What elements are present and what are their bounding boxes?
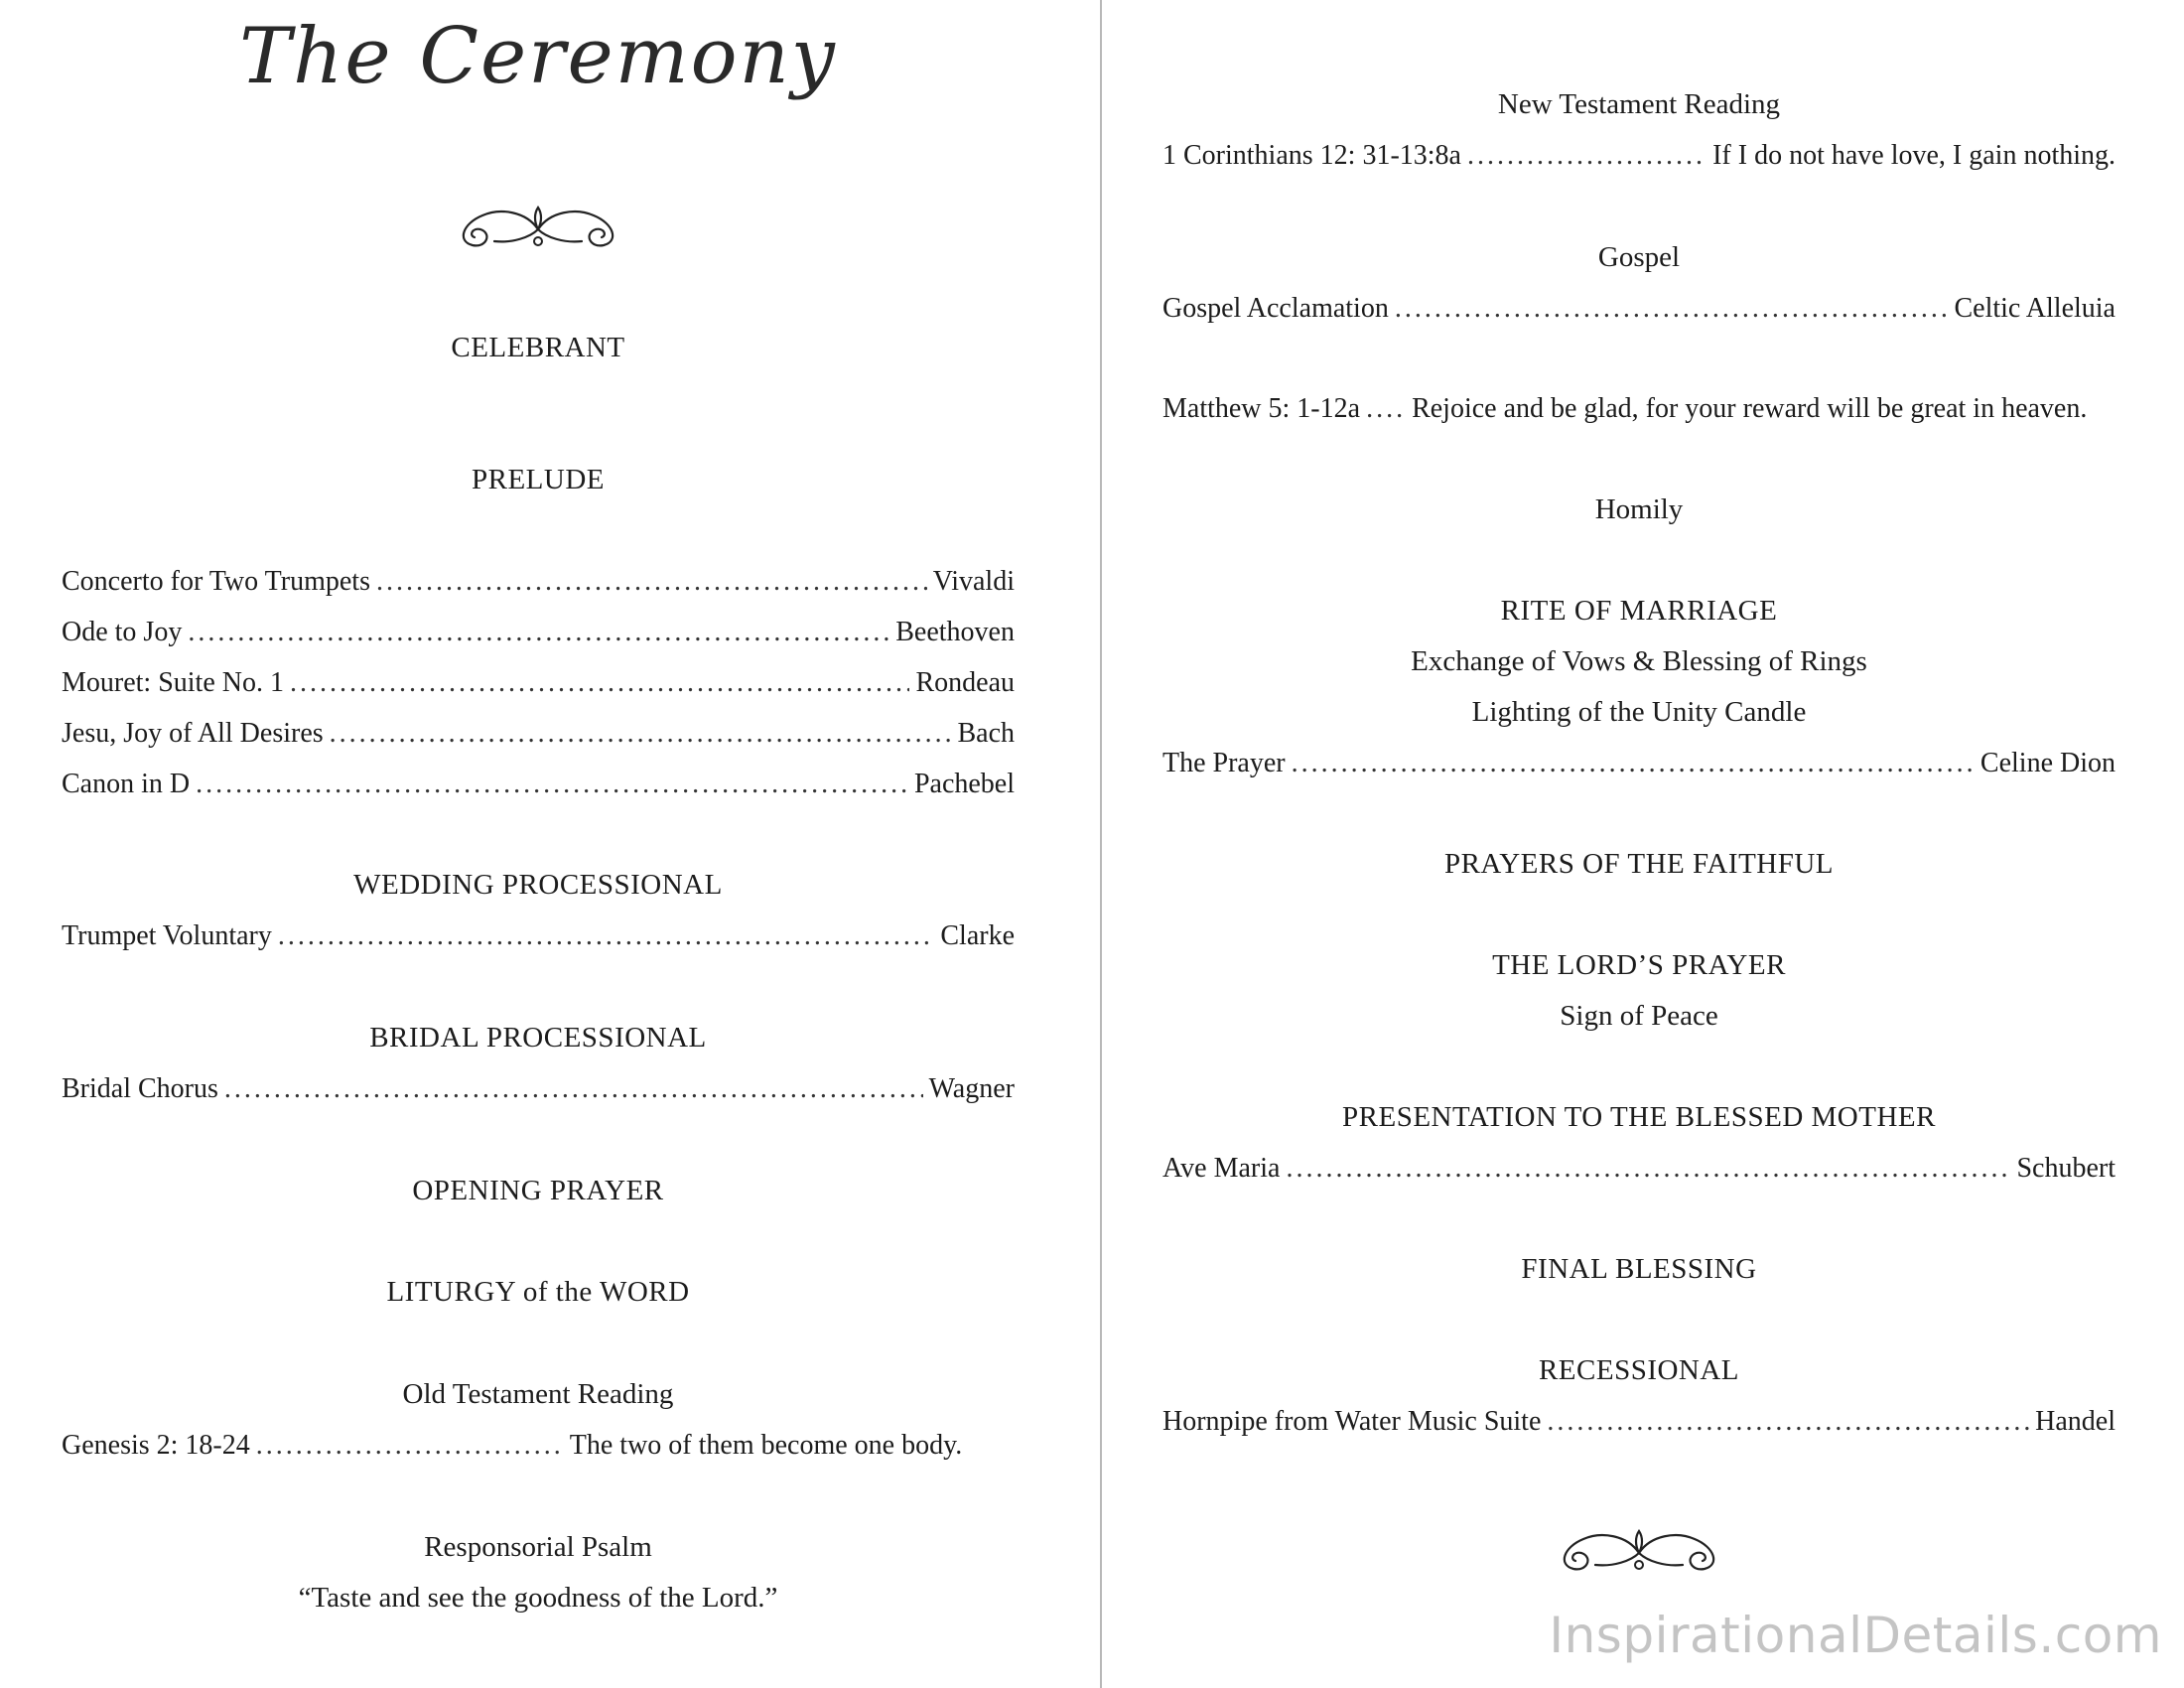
recessional-section bbox=[1162, 1345, 2116, 1447]
dot-leader bbox=[256, 1420, 564, 1471]
opening-prayer-section bbox=[62, 1166, 1015, 1216]
piece-title: Mouret: Suite No. 1 bbox=[62, 667, 284, 698]
prayers-of-faithful-section bbox=[1162, 839, 2116, 890]
dot-leader bbox=[224, 1063, 923, 1114]
final-blessing-heading: FINAL BLESSING bbox=[1521, 1253, 1757, 1285]
dot-leader bbox=[1395, 283, 1949, 334]
list-item bbox=[62, 556, 1015, 607]
liturgy-heading: LITURGY of the WORD bbox=[386, 1276, 690, 1308]
composer-name: Beethoven bbox=[895, 617, 1015, 647]
flourish-ornament-icon bbox=[439, 194, 637, 263]
scripture-reference: 1 Corinthians 12: 31-13:8a bbox=[1162, 140, 1461, 171]
vows-line: Exchange of Vows & Blessing of Rings bbox=[1411, 645, 1867, 677]
piece-title: The Prayer bbox=[1162, 748, 1286, 778]
scripture-reference: Matthew 5: 1-12a bbox=[1162, 393, 1361, 424]
acclamation-label: Gospel Acclamation bbox=[1162, 293, 1389, 324]
composer-name: Handel bbox=[2035, 1406, 2116, 1437]
list-item bbox=[62, 759, 1015, 809]
new-testament-heading: New Testament Reading bbox=[1497, 88, 1781, 120]
list-item bbox=[62, 607, 1015, 657]
dot-leader bbox=[290, 657, 909, 708]
dot-leader bbox=[1286, 1143, 2010, 1194]
piece-title: Bridal Chorus bbox=[62, 1073, 218, 1104]
wedding-processional-section bbox=[62, 860, 1015, 961]
presentation-section bbox=[1162, 1092, 2116, 1194]
gospel-reading bbox=[1162, 383, 2116, 434]
lords-prayer-heading: THE LORD’S PRAYER bbox=[1492, 949, 1786, 981]
piece-title: Ave Maria bbox=[1162, 1153, 1281, 1184]
dot-leader bbox=[1547, 1396, 2029, 1447]
liturgy-section bbox=[62, 1267, 1015, 1318]
dot-leader bbox=[376, 556, 927, 607]
opening-prayer-heading: OPENING PRAYER bbox=[412, 1175, 664, 1206]
new-testament-section bbox=[1162, 79, 2116, 181]
piece-title: Concerto for Two Trumpets bbox=[62, 566, 370, 597]
list-item bbox=[62, 911, 1015, 961]
scripture-reference: Genesis 2: 18-24 bbox=[62, 1430, 250, 1461]
homily-heading: Homily bbox=[1594, 493, 1684, 525]
presentation-heading: PRESENTATION TO THE BLESSED MOTHER bbox=[1342, 1101, 1936, 1133]
celebrant-section bbox=[62, 323, 1015, 373]
psalm-heading: Responsorial Psalm bbox=[424, 1531, 652, 1563]
lords-prayer-section bbox=[1162, 940, 2116, 1042]
celebrant-heading: CELEBRANT bbox=[451, 332, 625, 363]
prelude-heading: PRELUDE bbox=[472, 464, 605, 495]
list-item bbox=[1162, 283, 2116, 334]
list-item bbox=[62, 1420, 1015, 1471]
dot-leader bbox=[1366, 383, 1406, 434]
final-blessing-section bbox=[1162, 1244, 2116, 1295]
artist-name: Celine Dion bbox=[1979, 748, 2116, 778]
rite-of-marriage-heading: RITE OF MARRIAGE bbox=[1500, 595, 1778, 627]
wedding-processional-heading: WEDDING PROCESSIONAL bbox=[353, 869, 723, 901]
composer-name: Clarke bbox=[940, 920, 1015, 951]
prelude-section bbox=[62, 455, 1015, 505]
scripture-text: Rejoice and be glad, for your reward will be great in heaven. bbox=[1412, 393, 2088, 424]
sign-of-peace: Sign of Peace bbox=[1560, 1000, 1718, 1032]
composer-name: Schubert bbox=[2016, 1153, 2116, 1184]
list-item bbox=[1162, 130, 2116, 181]
list-item bbox=[62, 708, 1015, 759]
gospel-section bbox=[1162, 232, 2116, 334]
piece-title: Hornpipe from Water Music Suite bbox=[1162, 1406, 1542, 1437]
composer-name: Rondeau bbox=[915, 667, 1015, 698]
list-item bbox=[62, 1063, 1015, 1114]
composer-name: Vivaldi bbox=[932, 566, 1015, 597]
piece-title: Trumpet Voluntary bbox=[62, 920, 272, 951]
dot-leader bbox=[188, 607, 889, 657]
site-watermark: InspirationalDetails.com bbox=[1549, 1607, 2162, 1664]
composer-name: Pachebel bbox=[913, 769, 1015, 799]
prelude-list bbox=[62, 556, 1015, 809]
bridal-processional-section bbox=[62, 1013, 1015, 1114]
psalm-section bbox=[62, 1522, 1015, 1623]
piece-title: Ode to Joy bbox=[62, 617, 183, 647]
old-testament-heading: Old Testament Reading bbox=[402, 1378, 674, 1410]
piece-title: Jesu, Joy of All Desires bbox=[62, 718, 324, 749]
list-item bbox=[1162, 738, 2116, 788]
list-item bbox=[1162, 1143, 2116, 1194]
gospel-heading: Gospel bbox=[1597, 241, 1681, 273]
scripture-text: The two of them become one body. bbox=[569, 1430, 963, 1461]
dot-leader bbox=[1467, 130, 1706, 181]
acclamation-title: Celtic Alleluia bbox=[1954, 293, 2116, 324]
old-testament-section bbox=[62, 1369, 1015, 1471]
dot-leader bbox=[196, 759, 908, 809]
list-item bbox=[62, 657, 1015, 708]
list-item bbox=[1162, 1396, 2116, 1447]
composer-name: Bach bbox=[957, 718, 1015, 749]
scripture-text: If I do not have love, I gain nothing. bbox=[1712, 140, 2116, 171]
dot-leader bbox=[278, 911, 935, 961]
recessional-heading: RECESSIONAL bbox=[1538, 1354, 1740, 1386]
dot-leader bbox=[330, 708, 952, 759]
page-fold-divider bbox=[1100, 0, 1102, 1688]
rite-of-marriage-section bbox=[1162, 586, 2116, 788]
composer-name: Wagner bbox=[928, 1073, 1015, 1104]
list-item bbox=[1162, 383, 2116, 434]
flourish-ornament-icon bbox=[1540, 1517, 1738, 1587]
dot-leader bbox=[1292, 738, 1975, 788]
left-column bbox=[62, 0, 1015, 1688]
homily-section bbox=[1162, 485, 2116, 535]
ceremony-title: The Ceremony bbox=[239, 12, 837, 101]
piece-title: Canon in D bbox=[62, 769, 191, 799]
unity-candle-line: Lighting of the Unity Candle bbox=[1471, 696, 1807, 728]
psalm-text: “Taste and see the goodness of the Lord.” bbox=[298, 1582, 778, 1614]
prayers-of-faithful-heading: PRAYERS OF THE FAITHFUL bbox=[1443, 848, 1835, 880]
right-column bbox=[1162, 0, 2116, 1688]
bridal-processional-heading: BRIDAL PROCESSIONAL bbox=[369, 1022, 707, 1054]
